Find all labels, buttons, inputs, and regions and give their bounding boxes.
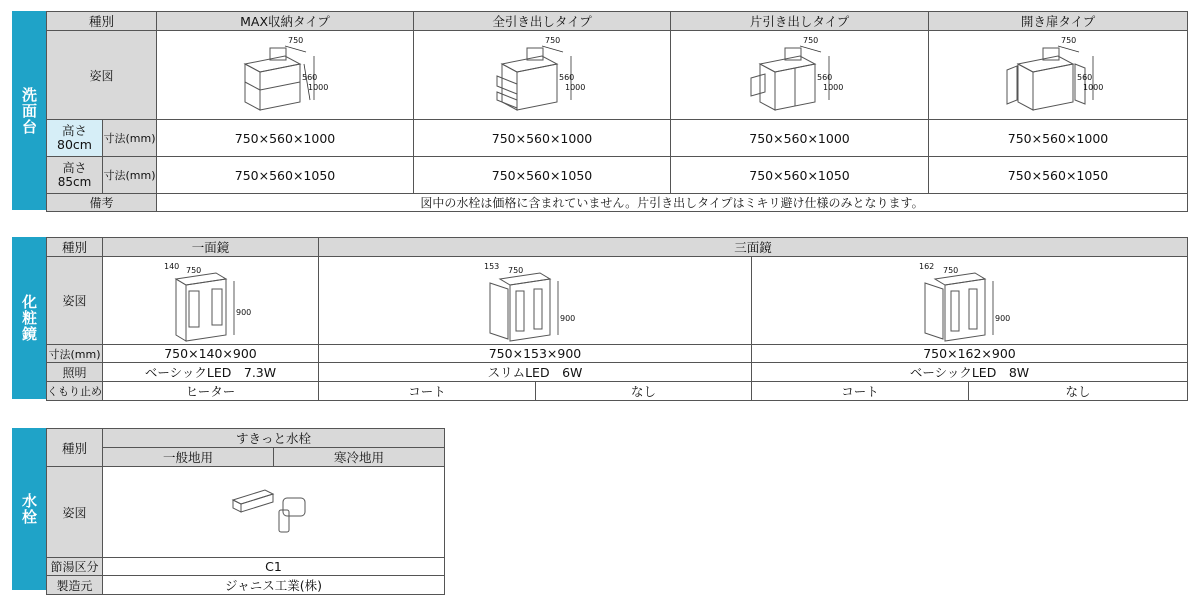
faucet-table (46, 428, 445, 595)
svg-text:1000: 1000 (565, 83, 586, 92)
size-cell: 750×560×1000 (414, 120, 671, 157)
mirror-section-label: 化粧鏡 (12, 237, 46, 399)
svg-text:750: 750 (185, 265, 201, 275)
type-max-storage: MAX収納タイプ (157, 12, 414, 31)
size-header: 寸法(mm) (47, 345, 103, 363)
size-cell: 750×140×900 (103, 345, 319, 363)
size-cell: 750×560×1000 (671, 120, 929, 157)
height-85-label: 高さ85cm (47, 157, 103, 194)
antifog-cell: なし (969, 382, 1188, 401)
svg-text:560: 560 (559, 73, 575, 82)
light-cell: スリムLED 6W (319, 363, 752, 382)
mirror-figure-single (103, 257, 319, 345)
svg-text:1000: 1000 (1083, 83, 1104, 92)
antifog-header: くもり止め (47, 382, 103, 401)
saving-value: C1 (103, 558, 445, 576)
size-cell: 750×560×1000 (157, 120, 414, 157)
type-triple-mirror: 三面鏡 (319, 238, 1188, 257)
maker-header: 製造元 (47, 576, 103, 595)
type-door: 開き扉タイプ (929, 12, 1188, 31)
washbasin-figure-single-drawer (671, 31, 929, 120)
svg-text:560: 560 (302, 73, 318, 82)
svg-text:1000: 1000 (822, 83, 843, 92)
note-header: 備考 (47, 194, 157, 212)
svg-text:560: 560 (816, 73, 832, 82)
light-cell: ベーシックLED 8W (752, 363, 1188, 382)
size-cell: 750×162×900 (752, 345, 1188, 363)
type-single-drawer: 片引き出しタイプ (671, 12, 929, 31)
size-cell: 750×560×1000 (929, 120, 1188, 157)
type-full-drawer: 全引き出しタイプ (414, 12, 671, 31)
light-header: 照明 (47, 363, 103, 382)
svg-text:560: 560 (1077, 73, 1093, 82)
antifog-cell: コート (319, 382, 536, 401)
antifog-cell: ヒーター (103, 382, 319, 401)
svg-text:750: 750 (508, 265, 524, 275)
antifog-cell: コート (752, 382, 969, 401)
faucet-subtype-general: 一般地用 (103, 448, 274, 467)
figure-header: 姿図 (47, 467, 103, 558)
washbasin-section-label: 洗面台 (12, 11, 46, 210)
antifog-cell: なし (536, 382, 752, 401)
svg-text:900: 900 (560, 313, 576, 323)
type-header: 種別 (47, 238, 103, 257)
svg-text:750: 750 (1061, 36, 1077, 45)
svg-text:900: 900 (994, 313, 1010, 323)
saving-header: 節湯区分 (47, 558, 103, 576)
svg-text:162: 162 (918, 261, 934, 271)
washbasin-table (46, 11, 1188, 212)
size-cell: 750×153×900 (319, 345, 752, 363)
size-cell: 750×560×1050 (157, 157, 414, 194)
unit-label: 寸法(mm) (103, 157, 157, 194)
mirror-figure-triple-basic (752, 257, 1188, 345)
figure-header: 姿図 (47, 257, 103, 345)
svg-text:750: 750 (942, 265, 958, 275)
washbasin-figure-door (929, 31, 1188, 120)
unit-label: 寸法(mm) (103, 120, 157, 157)
light-cell: ベーシックLED 7.3W (103, 363, 319, 382)
size-cell: 750×560×1050 (671, 157, 929, 194)
mirror-table (46, 237, 1188, 401)
figure-header: 姿図 (47, 31, 157, 120)
note-text: 図中の水栓は価格に含まれていません。片引き出しタイプはミキリ避け仕様のみとなります。 (157, 194, 1188, 212)
svg-text:153: 153 (484, 261, 500, 271)
faucet-group: すきっと水栓 (103, 429, 445, 448)
svg-text:900: 900 (235, 307, 251, 317)
washbasin-figure-full-drawer (414, 31, 671, 120)
faucet-section-label: 水栓 (12, 428, 46, 590)
svg-text:750: 750 (288, 36, 304, 45)
faucet-subtype-cold: 寒冷地用 (274, 448, 445, 467)
size-cell: 750×560×1050 (414, 157, 671, 194)
maker-value: ジャニス工業(株) (103, 576, 445, 595)
type-header: 種別 (47, 12, 157, 31)
size-cell: 750×560×1050 (929, 157, 1188, 194)
svg-text:140: 140 (163, 261, 179, 271)
type-single-mirror: 一面鏡 (103, 238, 319, 257)
svg-text:750: 750 (545, 36, 561, 45)
svg-text:1000: 1000 (308, 83, 329, 92)
mirror-figure-triple-slim (319, 257, 752, 345)
washbasin-figure-max (157, 31, 414, 120)
faucet-figure (103, 467, 445, 558)
type-header: 種別 (47, 429, 103, 467)
svg-text:750: 750 (802, 36, 818, 45)
height-80-label: 高さ80cm (47, 120, 103, 157)
